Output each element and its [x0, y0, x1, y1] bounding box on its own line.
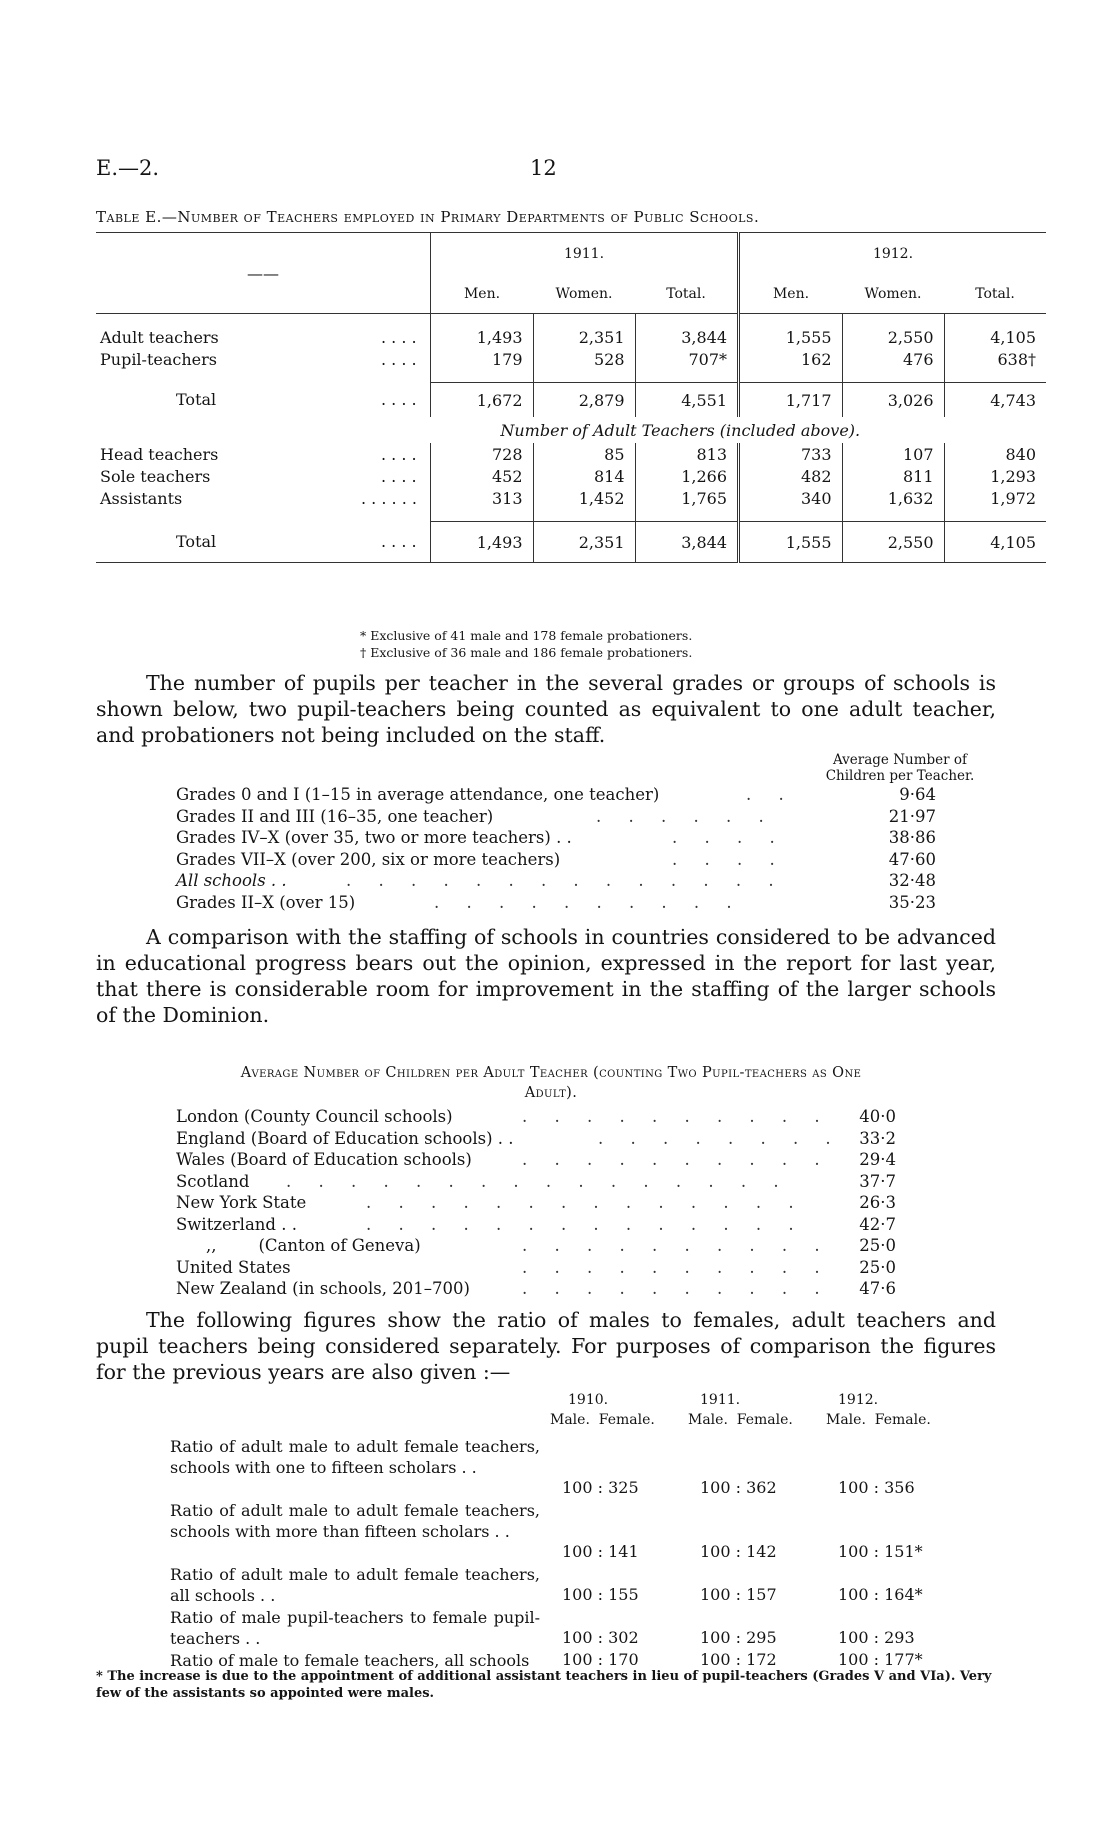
- row-label: Ratio of male to female teachers, all schools: [170, 1651, 530, 1670]
- total-row: [96, 522, 1046, 563]
- item-label: Grades II and III (16–35, one teacher): [176, 806, 494, 826]
- row-label: Ratio of adult male to adult female teachers, all schools . .: [170, 1565, 540, 1605]
- list-item: Switzerland . . . . . . . . . . . . . . . . 42·7: [176, 1214, 896, 1234]
- leader-dots: . . . .: [381, 327, 417, 347]
- cell: 840: [944, 443, 1046, 465]
- cell: 2,550: [842, 522, 944, 563]
- item-value: 21·97: [888, 806, 936, 826]
- item-value: 38·86: [888, 828, 936, 847]
- leader-dots: . . . .: [381, 466, 417, 486]
- item-value: 47·60: [888, 849, 936, 869]
- item-label: England (Board of Education schools) . .: [176, 1128, 514, 1148]
- paragraph: [96, 670, 996, 748]
- item-label: Wales (Board of Education schools): [176, 1150, 472, 1169]
- cell: 1,672: [431, 383, 534, 418]
- cell: 100 : 295: [700, 1628, 777, 1647]
- list-item: New Zealand (in schools, 201–700) . . . . . . . . . . 47·6: [176, 1279, 896, 1298]
- item-label: Scotland: [176, 1171, 250, 1191]
- row-label: Head teachers: [100, 444, 219, 464]
- row-label: Adult teachers: [100, 327, 219, 347]
- cell: 100 : 293: [838, 1628, 915, 1647]
- countries-list: [176, 1106, 896, 1300]
- cell: 100 : 164*: [838, 1585, 923, 1604]
- paragraph-text: The following figures show the ratio of males to females, adult teachers and pupil teachers being considered separately. For purposes of comparison the figures for the previous years are also given :—: [96, 1308, 996, 1384]
- column-header-line: Average Number of: [832, 752, 968, 768]
- item-label: New Zealand (in schools, 201–700): [176, 1279, 470, 1298]
- leader-dots: . . . .: [381, 532, 417, 552]
- list-item: New York State . . . . . . . . . . . . . . 26·3: [176, 1193, 896, 1212]
- paragraph: [96, 924, 996, 1028]
- list-item: England (Board of Education schools) . . . . . . . . . . 33·2: [176, 1128, 896, 1148]
- table-e: [96, 232, 1046, 563]
- paragraph: [96, 1307, 996, 1385]
- cell: 100 : 325: [562, 1478, 639, 1497]
- list-item: Grades II–X (over 15) . . . . . . . . . . 35·23: [176, 892, 936, 912]
- column-header-line: Children per Teacher.: [825, 768, 975, 784]
- column-subheader: Male. Female.: [550, 1412, 655, 1428]
- item-label: ,, (Canton of Geneva): [206, 1236, 421, 1255]
- cell: 1,493: [431, 326, 534, 348]
- item-label: United States: [176, 1257, 291, 1277]
- cell: 1,765: [635, 487, 739, 509]
- row-label: Total: [176, 532, 217, 552]
- item-label: Grades 0 and I (1–15 in average attendance, one teacher): [176, 785, 660, 804]
- leader-dots: . . . . . .: [361, 488, 417, 508]
- cell: 179: [431, 348, 534, 370]
- item-label: Switzerland . .: [176, 1214, 297, 1234]
- cell: 3,026: [842, 383, 944, 418]
- header-ref: E.—2.: [96, 156, 160, 180]
- cell: 100 : 151*: [838, 1542, 923, 1561]
- cell: 4,105: [944, 326, 1046, 348]
- item-value: 35·23: [888, 892, 936, 912]
- item-value: 9·64: [899, 785, 936, 804]
- footnote: † Exclusive of 36 male and 186 female probationers.: [360, 645, 693, 660]
- cell: 100 : 362: [700, 1478, 777, 1497]
- cell: 4,551: [635, 383, 739, 418]
- item-value: 26·3: [859, 1193, 896, 1212]
- cell: 1,717: [739, 383, 843, 418]
- item-value: 25·0: [859, 1236, 896, 1255]
- cell: 2,351: [533, 326, 635, 348]
- cell: 1,493: [431, 522, 534, 563]
- cell: 476: [842, 348, 944, 370]
- cell: 100 : 356: [838, 1478, 915, 1497]
- cell: 482: [739, 465, 843, 487]
- column-header: Women.: [555, 286, 613, 302]
- item-value: 37·7: [859, 1171, 896, 1191]
- table-row: [96, 348, 1046, 370]
- item-value: 32·48: [888, 871, 936, 890]
- year-header: 1912.: [739, 233, 1047, 276]
- column-header: Total.: [975, 286, 1015, 302]
- cell: 1,293: [944, 465, 1046, 487]
- cell: 313: [431, 487, 534, 509]
- cell: 1,555: [739, 522, 843, 563]
- cell: 728: [431, 443, 534, 465]
- column-subheader: Male. Female.: [826, 1412, 931, 1428]
- item-label: London (County Council schools): [176, 1107, 453, 1126]
- paragraph-text: The number of pupils per teacher in the several grades or groups of schools is shown below, two pupil-teachers being counted as equivalent to one adult teacher, and probationers not being included on the staff.: [96, 671, 996, 747]
- cell: 733: [739, 443, 843, 465]
- column-header: Men.: [431, 275, 534, 314]
- table-subheading: Number of Adult Teachers (included above).: [500, 420, 861, 440]
- cell: 813: [635, 443, 739, 465]
- cell: 100 : 155: [562, 1585, 639, 1604]
- row-label: Ratio of male pupil-teachers to female pupil-teachers . .: [170, 1608, 540, 1648]
- cell: 452: [431, 465, 534, 487]
- list-item: London (County Council schools) . . . . . . . . . . 40·0: [176, 1107, 896, 1126]
- cell: 100 : 157: [700, 1585, 777, 1604]
- cell: 340: [739, 487, 843, 509]
- list-item: Grades IV–X (over 35, two or more teachers) . . . . . . 38·86: [176, 828, 936, 847]
- column-header: Total.: [666, 286, 706, 302]
- column-header: [815, 752, 985, 784]
- cell: 1,266: [635, 465, 739, 487]
- corner-dash: ——: [247, 263, 279, 283]
- leader-dots: . . . .: [381, 390, 417, 410]
- cell: 811: [842, 465, 944, 487]
- column-header: Women.: [864, 286, 922, 302]
- cell: 1,452: [533, 487, 635, 509]
- item-label: New York State: [176, 1193, 307, 1212]
- item-value: 42·7: [859, 1214, 896, 1234]
- item-label: Grades VII–X (over 200, six or more teachers): [176, 849, 561, 869]
- cell: 100 : 177*: [838, 1650, 923, 1669]
- cell: 3,844: [635, 522, 739, 563]
- list-item: All schools . . . . . . . . . . . . . . . . 32·48: [176, 871, 936, 890]
- column-subheader: Male. Female.: [688, 1412, 793, 1428]
- row-label: Ratio of adult male to adult female teachers, schools with more than fifteen scholars . .: [170, 1501, 540, 1541]
- cell: 107: [842, 443, 944, 465]
- cell: 1,972: [944, 487, 1046, 509]
- cell: 814: [533, 465, 635, 487]
- list-item: ,, (Canton of Geneva) . . . . . . . . . . 25·0: [176, 1235, 896, 1257]
- cell: 2,550: [842, 326, 944, 348]
- cell: 2,879: [533, 383, 635, 418]
- cell: 100 : 142: [700, 1542, 777, 1561]
- cell: 3,844: [635, 326, 739, 348]
- year-header: 1910.: [568, 1392, 609, 1408]
- table-e-caption: Table E.—Number of Teachers employed in Primary Departments of Public Schools.: [96, 208, 760, 226]
- year-header: 1911.: [431, 233, 739, 276]
- table-row: [96, 487, 1046, 509]
- list-item: Grades VII–X (over 200, six or more teachers) . . . . 47·60: [176, 849, 936, 869]
- page-number: 12: [530, 156, 557, 180]
- section-heading-line: Adult).: [524, 1085, 578, 1101]
- year-header: 1912.: [838, 1392, 879, 1408]
- cell: 100 : 141: [562, 1542, 639, 1561]
- column-header: Men.: [739, 275, 843, 314]
- cell: 707*: [635, 348, 739, 370]
- list-item: Wales (Board of Education schools) . . . . . . . . . . 29·4: [176, 1150, 896, 1169]
- leader-dots: . . . .: [381, 349, 417, 369]
- table-row: [96, 326, 1046, 348]
- cell: 2,351: [533, 522, 635, 563]
- row-label: Sole teachers: [100, 466, 211, 486]
- cell: 100 : 170: [562, 1650, 639, 1669]
- row-label: Ratio of adult male to adult female teachers, schools with one to fifteen scholars . .: [170, 1437, 540, 1477]
- table-row: [96, 465, 1046, 487]
- cell: 638†: [944, 348, 1046, 370]
- cell: 100 : 172: [700, 1650, 777, 1669]
- grades-list: [176, 784, 936, 913]
- cell: 1,555: [739, 326, 843, 348]
- item-label: All schools . .: [176, 871, 287, 890]
- row-label: Total: [176, 390, 217, 410]
- item-label: Grades IV–X (over 35, two or more teachers) . .: [176, 828, 572, 847]
- footnote: * Exclusive of 41 male and 178 female probationers.: [360, 628, 693, 643]
- cell: 4,743: [944, 383, 1046, 418]
- paragraph-text: A comparison with the staffing of schools in countries considered to be advanced in educational progress bears out the opinion, expressed in the report for last year, that there is considerable room for improvement in the staffing of the larger schools of the Dominion.: [96, 925, 996, 1027]
- row-label: Pupil-teachers: [100, 349, 217, 369]
- table-notes: [360, 627, 692, 661]
- total-row: [96, 383, 1046, 418]
- list-item: Grades II and III (16–35, one teacher) . . . . . . 21·97: [176, 806, 936, 826]
- cell: 85: [533, 443, 635, 465]
- list-item: United States . . . . . . . . . . 25·0: [176, 1257, 896, 1277]
- table-row: [96, 443, 1046, 465]
- item-value: 25·0: [859, 1257, 896, 1277]
- cell: 528: [533, 348, 635, 370]
- row-label: Assistants: [100, 488, 183, 508]
- item-value: 40·0: [859, 1107, 896, 1126]
- cell: 4,105: [944, 522, 1046, 563]
- cell: 162: [739, 348, 843, 370]
- item-label: Grades II–X (over 15): [176, 892, 356, 912]
- item-value: 47·6: [859, 1279, 896, 1298]
- cell: 100 : 302: [562, 1628, 639, 1647]
- list-item: Grades 0 and I (1–15 in average attendance, one teacher) . . 9·64: [176, 785, 936, 804]
- footnote: * The increase is due to the appointment of additional assistant teachers in lieu of pupil-teachers (Grades V and VIa). Very few of the assistants so appointed were males.: [96, 1669, 992, 1701]
- leader-dots: . . . .: [381, 444, 417, 464]
- cell: 1,632: [842, 487, 944, 509]
- year-header: 1911.: [700, 1392, 741, 1408]
- item-value: 33·2: [859, 1128, 896, 1148]
- section-heading: [96, 1063, 1006, 1103]
- item-value: 29·4: [859, 1150, 896, 1169]
- list-item: Scotland . . . . . . . . . . . . . . . . 37·7: [176, 1171, 896, 1191]
- section-heading-line: Average Number of Children per Adult Teacher (counting Two Pupil-teachers as One: [240, 1065, 862, 1081]
